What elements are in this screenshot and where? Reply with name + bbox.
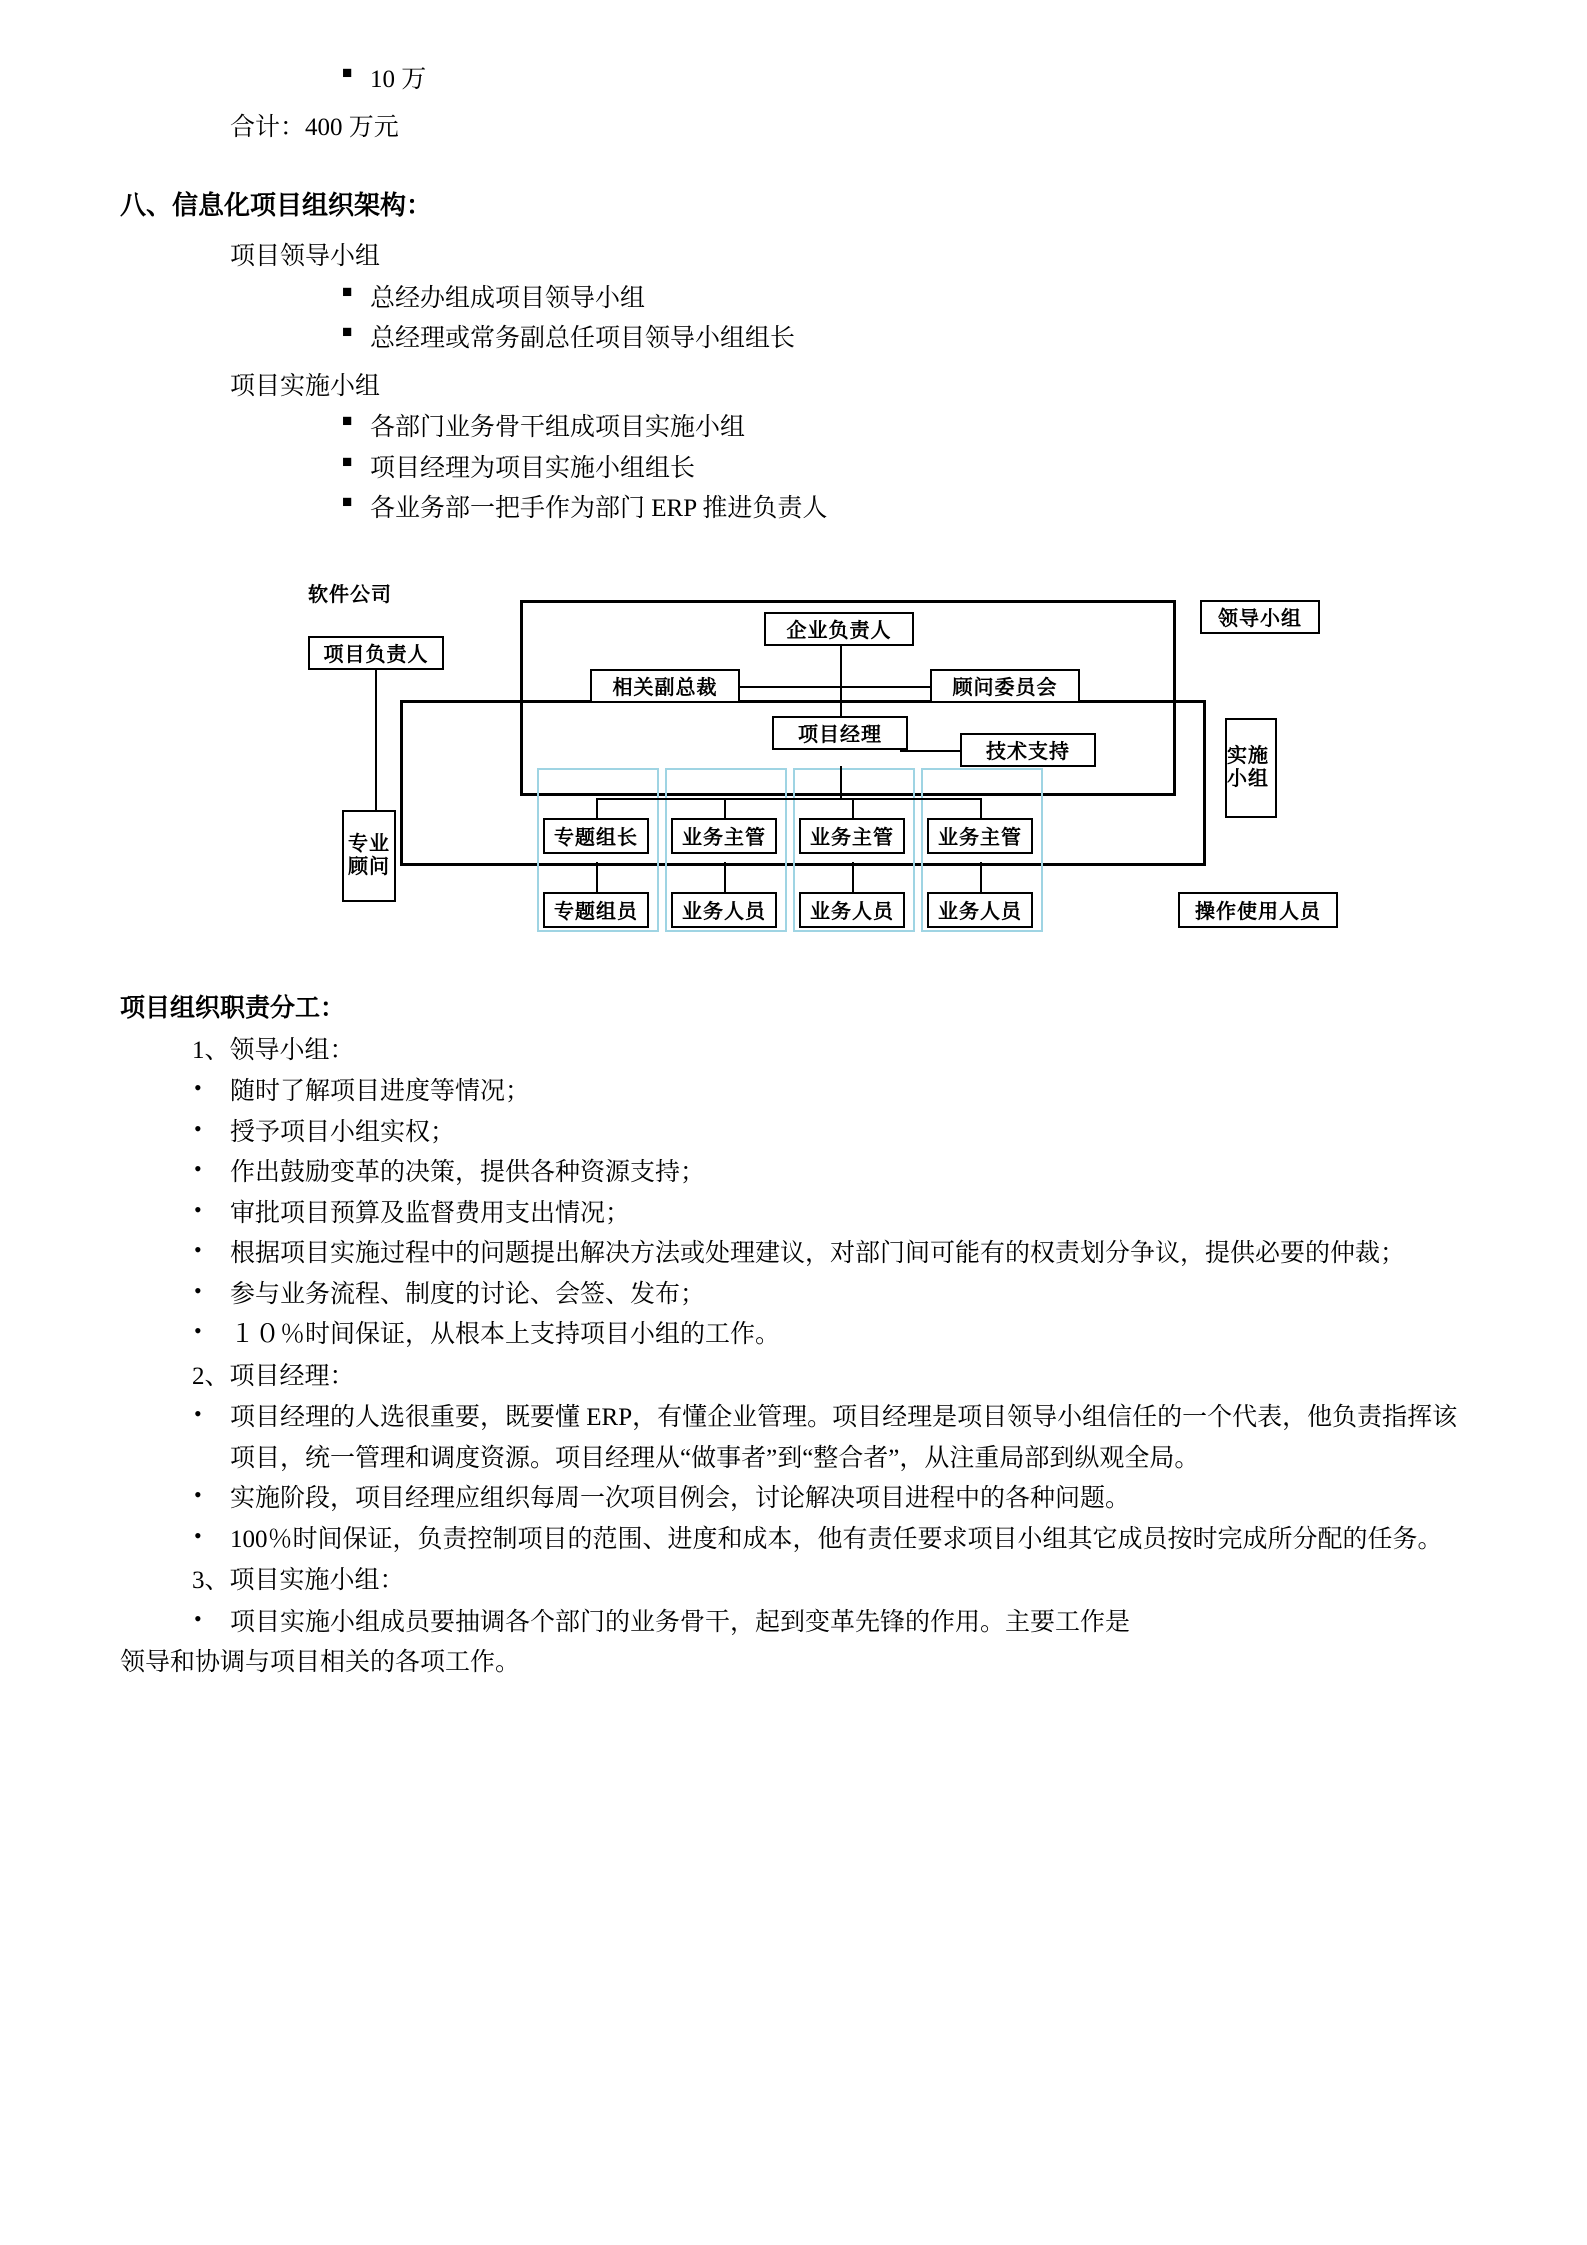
box-impl-group-label: 实施小组 — [1225, 718, 1277, 818]
connector-drop-2 — [724, 798, 726, 820]
label-software-company: 软件公司 — [308, 583, 392, 606]
subsection-impl-group: 项目实施小组 — [230, 372, 381, 400]
impl-item-2: ■ 各业务部一把手作为部门 ERP 推进负责人 — [370, 489, 1467, 530]
duties-item1-point-0: • 随时了解项目进度等情况； — [230, 1072, 1467, 1113]
duties-item3-tail: 领导和协调与项目相关的各项工作。 — [120, 1649, 521, 1677]
duties-item2-point-1: • 实施阶段，项目经理应组织每周一次项目例会，讨论解决项目进程中的各种问题。 — [230, 1479, 1467, 1520]
duties-item1-title: 1、领导小组： — [192, 1036, 355, 1064]
leader-item-1: ■ 总经理或常务副总任项目领导小组组长 — [370, 319, 1467, 360]
bullet-item-10wan: ■ 10 万 — [370, 60, 1467, 101]
box-advisory-committee: 顾问委员会 — [930, 669, 1080, 703]
duties-item1-point-2: • 作出鼓励变革的决策，提供各种资源支持； — [230, 1153, 1467, 1194]
box-biz-supervisor-3: 业务主管 — [927, 818, 1033, 854]
connector-col4-down — [980, 862, 982, 894]
impl-item-0: ■ 各部门业务骨干组成项目实施小组 — [370, 408, 1467, 449]
duties-item1-point-6: • １０％时间保证，从根本上支持项目小组的工作。 — [230, 1315, 1467, 1356]
section-heading-org-structure: 八、信息化项目组织架构： — [120, 191, 433, 221]
box-topic-member: 专题组员 — [543, 892, 649, 928]
box-expert-consultant: 专业顾问 — [342, 810, 396, 902]
box-enterprise-head: 企业负责人 — [764, 612, 914, 646]
connector-col1-down — [596, 862, 598, 894]
leader-item-0: ■ 总经办组成项目领导小组 — [370, 279, 1467, 320]
connector-head-down — [840, 646, 842, 686]
box-biz-staff-3: 业务人员 — [927, 892, 1033, 928]
box-tech-support: 技术支持 — [960, 733, 1096, 767]
box-operators-label: 操作使用人员 — [1178, 892, 1338, 928]
connector-drop-3 — [852, 798, 854, 820]
duties-item3-title: 3、项目实施小组： — [192, 1567, 405, 1595]
duties-item1-point-4: • 根据项目实施过程中的问题提出解决方法或处理建议，对部门间可能有的权责划分争议，提供必要的仲裁； — [230, 1234, 1467, 1275]
box-project-manager: 项目经理 — [772, 716, 908, 750]
box-biz-supervisor-1: 业务主管 — [671, 818, 777, 854]
connector-pm-down — [840, 766, 842, 798]
duties-item1-point-3: • 审批项目预算及监督费用支出情况； — [230, 1194, 1467, 1235]
connector-col2-down — [724, 862, 726, 894]
connector-supervisor-bus — [596, 798, 980, 800]
connector-pm-to-tech — [900, 750, 960, 752]
duties-item1-point-5: • 参与业务流程、制度的讨论、会签、发布； — [230, 1275, 1467, 1316]
duties-item2-title: 2、项目经理： — [192, 1362, 355, 1390]
connector-drop-4 — [980, 798, 982, 820]
box-vice-president: 相关副总裁 — [590, 669, 740, 703]
box-biz-staff-2: 业务人员 — [799, 892, 905, 928]
duties-item3-point-0: • 项目实施小组成员要抽调各个部门的业务骨干，起到变革先锋的作用。主要工作是 — [230, 1603, 1467, 1644]
duties-title: 项目组织职责分工： — [120, 994, 346, 1022]
box-biz-supervisor-2: 业务主管 — [799, 818, 905, 854]
total-amount-line: 合计：400 万元 — [230, 113, 399, 141]
org-chart-diagram — [300, 578, 1430, 978]
box-leader-group-label: 领导小组 — [1200, 600, 1320, 634]
box-topic-leader: 专题组长 — [543, 818, 649, 854]
impl-item-1: ■ 项目经理为项目实施小组组长 — [370, 449, 1467, 490]
duties-item2-point-2: • 100％时间保证，负责控制项目的范围、进度和成本，他有责任要求项目小组其它成员按时完成所分配的任务。 — [230, 1520, 1467, 1561]
connector-drop-1 — [596, 798, 598, 820]
connector-col3-down — [852, 862, 854, 894]
box-biz-staff-1: 业务人员 — [671, 892, 777, 928]
subsection-leader-group: 项目领导小组 — [230, 243, 381, 271]
box-project-owner: 项目负责人 — [308, 636, 444, 670]
duties-item1-point-1: • 授予项目小组实权； — [230, 1113, 1467, 1154]
duties-item2-point-0: • 项目经理的人选很重要，既要懂 ERP，有懂企业管理。项目经理是项目领导小组信任的一个代表，他负责指挥该项目，统一管理和调度资源。项目经理从“做事者”到“整合者”，从注重局部到纵观全局。 — [230, 1398, 1467, 1479]
